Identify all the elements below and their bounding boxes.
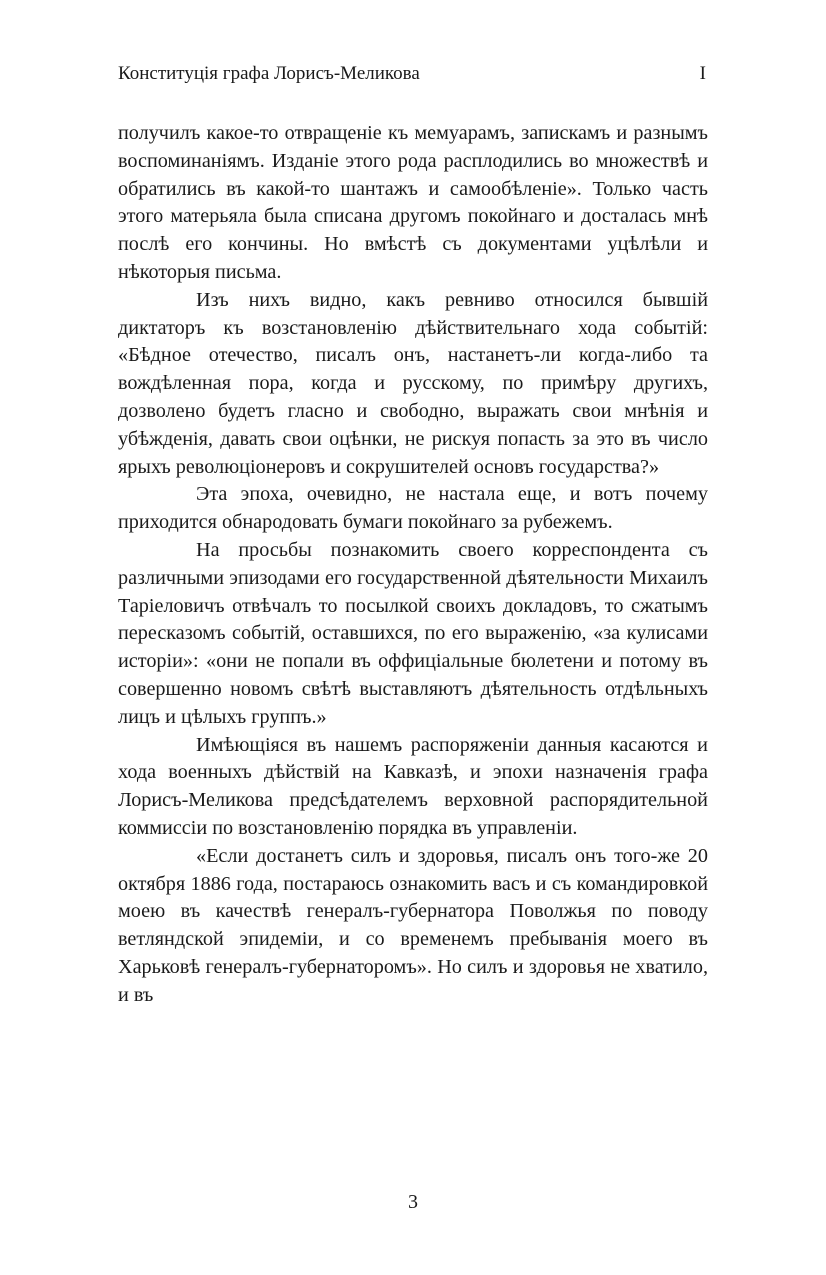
page-number: 3	[408, 1191, 418, 1213]
paragraph: Имѣющіяся въ нашемъ распоряженіи данныя касаются и хода военныхъ дѣйствій на Кавказѣ, и эпохи назначенія графа Лорисъ-Меликова предсѣдателемъ верховной распорядительной коммиссіи по возстановленію порядка въ управленіи.	[118, 733, 708, 839]
paragraph: Изъ нихъ видно, какъ ревниво относился бывшій диктаторъ къ возстановленію дѣйствительнаго хода событій: «Бѣдное отечество, писалъ онъ, настанетъ-ли когда-либо та вождѣленная пора, когда и русскому, по примѣру другихъ, дозволено будетъ гласно и свободно, выражать свои мнѣнія и убѣжденія, давать свои оцѣнки, не рискуя попасть за это въ число ярыхъ революціонеровъ и сокрушителей основъ государства?»	[118, 288, 708, 478]
body-text	[118, 120, 708, 1010]
book-title: Конституція графа Лорисъ-Меликова	[118, 63, 420, 84]
paragraph: На просьбы познакомить своего корреспондента съ различными эпизодами его государственной дѣятельности Михаилъ Таріеловичъ отвѣчалъ то посылкой своихъ докладовъ, то сжатымъ пересказомъ событій, оставшихся, по его выраженію, «за кулисами исторіи»: «они не попали въ оффиціальные бюлетени и потому въ совершенно новомъ свѣтѣ выставляютъ дѣятельность отдѣльныхъ лицъ и цѣлыхъ группъ.»	[118, 538, 708, 728]
running-header	[118, 62, 708, 86]
paragraph: «Если достанетъ силъ и здоровья, писалъ онъ того-же 20 октября 1886 года, постараюсь ознакомить васъ и съ командировкой моею въ качествѣ генералъ-губернатора Поволжья по поводу ветляндской эпидеміи, и со временемъ пребыванія моего въ Харьковѣ генералъ-губернаторомъ». Но силъ и здоровья не хватило, и въ	[118, 844, 708, 1006]
paragraph-continuation: получилъ какое-то отвращеніе къ мемуарамъ, запискамъ и разнымъ воспоминаніямъ. Изданіе этого рода расплодились во множествѣ и обратились въ какой-то шантажъ и самообѣленіе». Только часть этого матерьяла была списана другомъ покойнаго и досталась мнѣ послѣ его кончины. Но вмѣстѣ съ документами уцѣлѣли и нѣкоторыя письма.	[118, 122, 708, 283]
chapter-number: I	[699, 63, 706, 84]
paragraph: Эта эпоха, очевидно, не настала еще, и вотъ почему приходится обнародовать бумаги покойнаго за рубежемъ.	[118, 483, 708, 534]
